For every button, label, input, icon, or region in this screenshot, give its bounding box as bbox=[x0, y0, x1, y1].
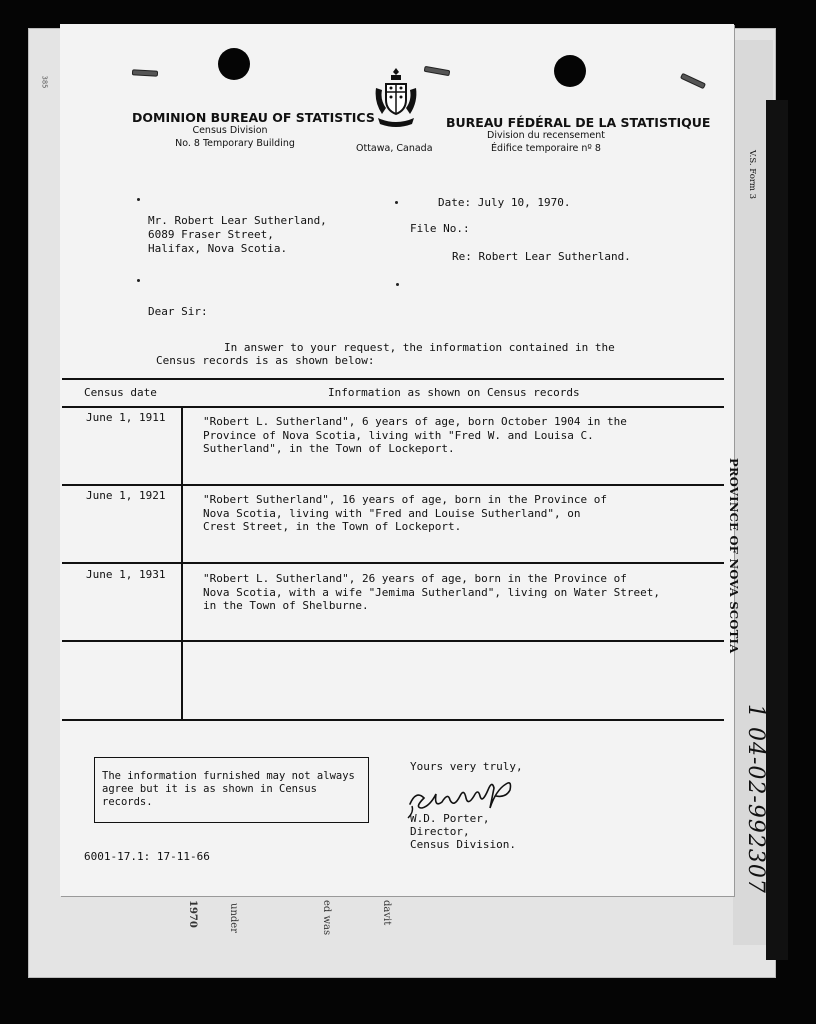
address-line-3: Halifax, Nova Scotia. bbox=[148, 242, 288, 255]
building-en: No. 8 Temporary Building bbox=[175, 138, 295, 149]
row-1931-info: "Robert L. Sutherland", 26 years of age, born in the Province of Nova Scotia, with a wife "Jemima Sutherland", living on Water Street, in the Town of Shelburne. bbox=[203, 572, 660, 612]
salutation: Dear Sir: bbox=[148, 305, 208, 318]
row-1921-date: June 1, 1921 bbox=[86, 489, 166, 502]
signer-department: Census Division. bbox=[410, 838, 516, 851]
province-stamp: PROVINCE OF NOVA SCOTIA bbox=[727, 458, 741, 654]
coat-of-arms-icon bbox=[372, 66, 420, 136]
under-label-edwas: ed was bbox=[321, 900, 332, 936]
table-divider bbox=[181, 406, 183, 720]
under-label-under: under bbox=[228, 903, 239, 933]
division-fr: Division du recensement bbox=[487, 130, 605, 141]
punch-hole-right bbox=[554, 55, 586, 87]
division-en: Census Division bbox=[192, 125, 268, 136]
stray-mark bbox=[137, 198, 140, 201]
staple-1 bbox=[132, 69, 158, 76]
valediction: Yours very truly, bbox=[410, 760, 523, 773]
file-number: File No.: bbox=[410, 222, 470, 235]
under-year: 1970 bbox=[187, 900, 198, 928]
row-1921-info: "Robert Sutherland", 16 years of age, born in the Province of Nova Scotia, living with "Fred and Louise Sutherland", on Crest Street, in the Town of Lockeport. bbox=[203, 493, 607, 533]
address-line-1: Mr. Robert Lear Sutherland, bbox=[148, 214, 327, 227]
table-rule bbox=[62, 484, 724, 486]
binder-edge bbox=[766, 100, 788, 960]
table-rule bbox=[62, 406, 724, 408]
handwritten-registration-number: 1 04-02-992307 bbox=[743, 704, 768, 894]
org-name-fr: BUREAU FÉDÉRAL DE LA STATISTIQUE bbox=[446, 115, 711, 130]
building-fr: Édifice temporaire nº 8 bbox=[491, 143, 601, 154]
under-label-davit: davit bbox=[381, 900, 392, 926]
letter-date: Date: July 10, 1970. bbox=[438, 196, 571, 209]
census-table bbox=[62, 378, 724, 720]
row-1911-date: June 1, 1911 bbox=[86, 411, 166, 424]
column-header-info: Information as shown on Census records bbox=[328, 386, 580, 399]
table-rule bbox=[62, 719, 724, 721]
stray-mark bbox=[395, 201, 398, 204]
column-header-date: Census date bbox=[84, 386, 157, 399]
table-rule bbox=[62, 562, 724, 564]
stray-mark bbox=[396, 283, 399, 286]
location: Ottawa, Canada bbox=[356, 143, 433, 154]
intro-line-1: In answer to your request, the information contained in the bbox=[224, 341, 615, 354]
table-rule bbox=[62, 378, 724, 380]
intro-line-2: Census records is as shown below: bbox=[156, 354, 375, 367]
punch-hole-left bbox=[218, 48, 250, 80]
table-rule bbox=[62, 640, 724, 642]
org-name-en: DOMINION BUREAU OF STATISTICS bbox=[132, 110, 375, 125]
disclaimer-box: The information furnished may not always agree but it is as shown in Census records. bbox=[94, 757, 369, 823]
signer-name: W.D. Porter, bbox=[410, 812, 490, 825]
form-code: 6001-17.1: 17-11-66 bbox=[84, 850, 210, 863]
signer-title: Director, bbox=[410, 825, 470, 838]
side-form-label: V.S. Form 3 bbox=[747, 150, 757, 200]
margin-number: 385 bbox=[40, 75, 49, 89]
stray-mark bbox=[137, 279, 140, 282]
row-1931-date: June 1, 1931 bbox=[86, 568, 166, 581]
row-1911-info: "Robert L. Sutherland", 6 years of age, born October 1904 in the Province of Nova Scotia, living with "Fred W. and Louisa C. Sutherland", in the Town of Lockeport. bbox=[203, 415, 627, 455]
address-line-2: 6089 Fraser Street, bbox=[148, 228, 274, 241]
regarding-line: Re: Robert Lear Sutherland. bbox=[452, 250, 631, 263]
